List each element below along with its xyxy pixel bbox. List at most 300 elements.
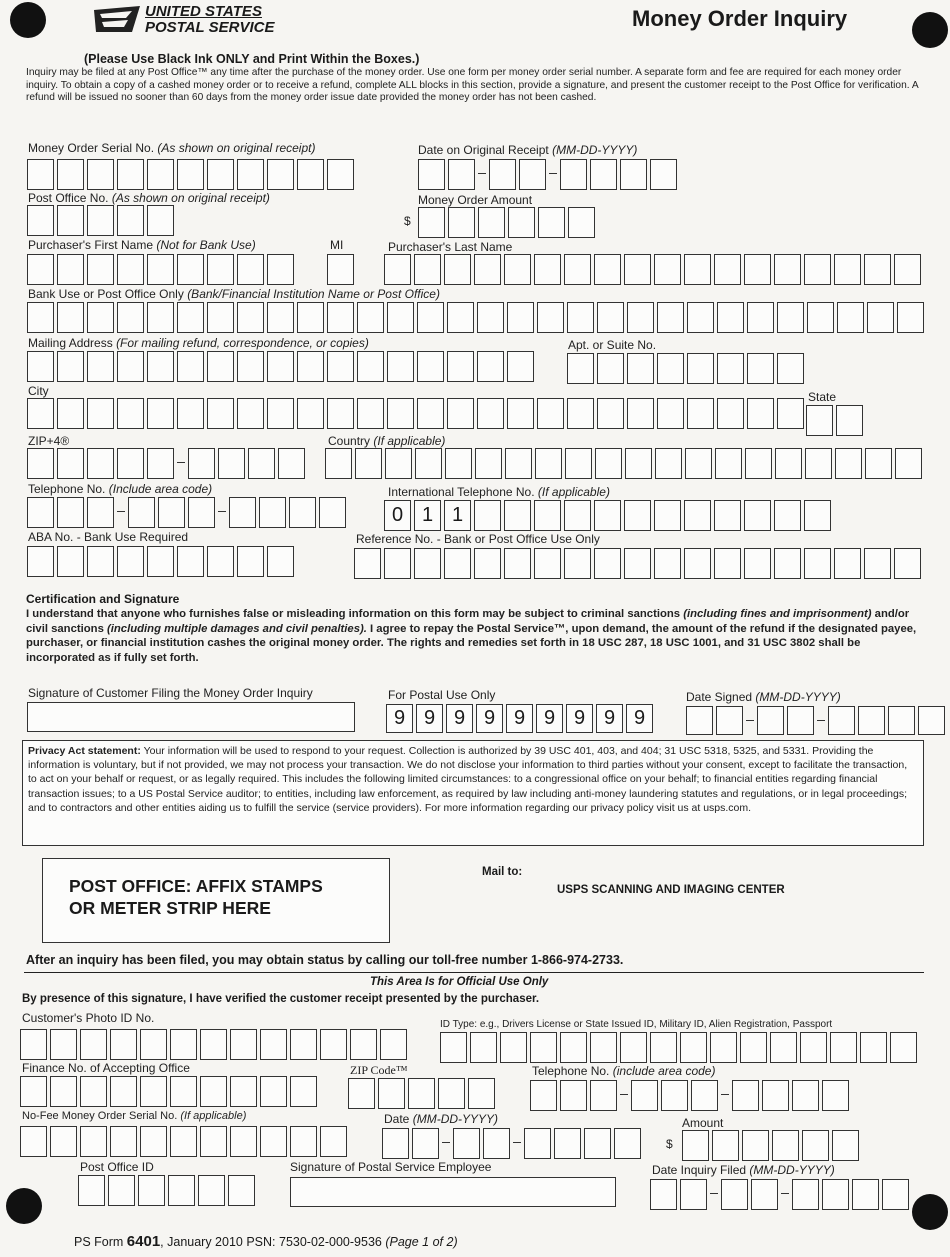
- employee-signature-field[interactable]: [290, 1177, 616, 1207]
- char-box[interactable]: [524, 1128, 551, 1159]
- char-box[interactable]: [320, 1029, 347, 1060]
- char-box[interactable]: 9: [506, 704, 533, 733]
- char-box[interactable]: [438, 1078, 465, 1109]
- char-box[interactable]: [357, 398, 384, 429]
- finance-no-boxes[interactable]: [20, 1076, 317, 1107]
- customer-signature-field[interactable]: [27, 702, 355, 732]
- char-box[interactable]: [882, 1179, 909, 1210]
- char-box[interactable]: [504, 254, 531, 285]
- char-box[interactable]: [444, 548, 471, 579]
- char-box[interactable]: [387, 398, 414, 429]
- country-boxes[interactable]: [325, 448, 922, 479]
- char-box[interactable]: [837, 302, 864, 333]
- char-box[interactable]: [289, 497, 316, 528]
- char-box[interactable]: [117, 351, 144, 382]
- char-box[interactable]: [858, 706, 885, 735]
- char-box[interactable]: [348, 1078, 375, 1109]
- char-box[interactable]: [57, 448, 84, 479]
- char-box[interactable]: [117, 159, 144, 190]
- char-box[interactable]: [20, 1076, 47, 1107]
- char-box[interactable]: [177, 254, 204, 285]
- char-box[interactable]: [804, 500, 831, 531]
- char-box[interactable]: [627, 353, 654, 384]
- char-box[interactable]: [894, 254, 921, 285]
- char-box[interactable]: [657, 353, 684, 384]
- char-box[interactable]: [78, 1175, 105, 1206]
- char-box[interactable]: [777, 353, 804, 384]
- char-box[interactable]: [834, 548, 861, 579]
- state-boxes[interactable]: [806, 405, 863, 436]
- char-box[interactable]: [267, 546, 294, 577]
- char-box[interactable]: [507, 398, 534, 429]
- char-box[interactable]: [834, 254, 861, 285]
- char-box[interactable]: [320, 1126, 347, 1157]
- char-box[interactable]: [654, 254, 681, 285]
- char-box[interactable]: [682, 1130, 709, 1161]
- char-box[interactable]: [657, 398, 684, 429]
- char-box[interactable]: [567, 398, 594, 429]
- char-box[interactable]: [624, 548, 651, 579]
- char-box[interactable]: [117, 302, 144, 333]
- char-box[interactable]: [744, 254, 771, 285]
- char-box[interactable]: [560, 159, 587, 190]
- serial-boxes[interactable]: [27, 159, 354, 190]
- char-box[interactable]: [807, 302, 834, 333]
- char-box[interactable]: [384, 548, 411, 579]
- char-box[interactable]: [865, 448, 892, 479]
- char-box[interactable]: [50, 1076, 77, 1107]
- char-box[interactable]: [864, 548, 891, 579]
- char-box[interactable]: [237, 302, 264, 333]
- char-box[interactable]: [716, 706, 743, 735]
- char-box[interactable]: [297, 159, 324, 190]
- char-box[interactable]: [387, 351, 414, 382]
- char-box[interactable]: [762, 1080, 789, 1111]
- char-box[interactable]: [237, 351, 264, 382]
- char-box[interactable]: [237, 159, 264, 190]
- char-box[interactable]: [290, 1029, 317, 1060]
- char-box[interactable]: [448, 207, 475, 238]
- char-box[interactable]: [87, 351, 114, 382]
- char-box[interactable]: [714, 500, 741, 531]
- char-box[interactable]: [50, 1029, 77, 1060]
- char-box[interactable]: [27, 205, 54, 236]
- char-box[interactable]: [530, 1080, 557, 1111]
- char-box[interactable]: [259, 497, 286, 528]
- char-box[interactable]: [27, 448, 54, 479]
- char-box[interactable]: [595, 448, 622, 479]
- char-box[interactable]: [147, 351, 174, 382]
- char-box[interactable]: [477, 398, 504, 429]
- char-box[interactable]: [714, 254, 741, 285]
- char-box[interactable]: [802, 1130, 829, 1161]
- char-box[interactable]: [805, 448, 832, 479]
- char-box[interactable]: [537, 398, 564, 429]
- char-box[interactable]: [327, 398, 354, 429]
- char-box[interactable]: [87, 448, 114, 479]
- char-box[interactable]: [654, 500, 681, 531]
- char-box[interactable]: [751, 1179, 778, 1210]
- char-box[interactable]: [775, 448, 802, 479]
- char-box[interactable]: [237, 398, 264, 429]
- char-box[interactable]: [110, 1126, 137, 1157]
- apt-boxes[interactable]: [567, 353, 804, 384]
- char-box[interactable]: [680, 1032, 707, 1063]
- char-box[interactable]: [747, 353, 774, 384]
- char-box[interactable]: [297, 351, 324, 382]
- char-box[interactable]: [685, 448, 712, 479]
- char-box[interactable]: [614, 1128, 641, 1159]
- char-box[interactable]: [447, 351, 474, 382]
- char-box[interactable]: [584, 1128, 611, 1159]
- char-box[interactable]: [747, 398, 774, 429]
- char-box[interactable]: [384, 254, 411, 285]
- char-box[interactable]: [57, 546, 84, 577]
- char-box[interactable]: [140, 1029, 167, 1060]
- amount-boxes[interactable]: [418, 207, 595, 238]
- char-box[interactable]: [744, 500, 771, 531]
- reference-boxes[interactable]: [354, 548, 921, 579]
- id-type-boxes[interactable]: [440, 1032, 917, 1063]
- char-box[interactable]: [860, 1032, 887, 1063]
- char-box[interactable]: 9: [446, 704, 473, 733]
- char-box[interactable]: [168, 1175, 195, 1206]
- char-box[interactable]: [745, 448, 772, 479]
- intl-phone-boxes[interactable]: [384, 500, 831, 531]
- char-box[interactable]: [822, 1179, 849, 1210]
- char-box[interactable]: [742, 1130, 769, 1161]
- char-box[interactable]: [117, 205, 144, 236]
- char-box[interactable]: [117, 254, 144, 285]
- char-box[interactable]: [554, 1128, 581, 1159]
- char-box[interactable]: 9: [566, 704, 593, 733]
- char-box[interactable]: [650, 1179, 677, 1210]
- char-box[interactable]: [594, 254, 621, 285]
- char-box[interactable]: [772, 1130, 799, 1161]
- char-box[interactable]: [218, 448, 245, 479]
- char-box[interactable]: [170, 1126, 197, 1157]
- char-box[interactable]: [158, 497, 185, 528]
- char-box[interactable]: [147, 398, 174, 429]
- char-box[interactable]: [804, 254, 831, 285]
- char-box[interactable]: [447, 398, 474, 429]
- official-zip-boxes[interactable]: [348, 1078, 495, 1109]
- char-box[interactable]: [534, 254, 561, 285]
- char-box[interactable]: [267, 302, 294, 333]
- char-box[interactable]: [478, 207, 505, 238]
- phone-boxes[interactable]: [27, 497, 346, 528]
- last-name-boxes[interactable]: [384, 254, 921, 285]
- char-box[interactable]: [87, 546, 114, 577]
- char-box[interactable]: [792, 1080, 819, 1111]
- char-box[interactable]: [468, 1078, 495, 1109]
- char-box[interactable]: [684, 254, 711, 285]
- char-box[interactable]: [687, 353, 714, 384]
- char-box[interactable]: [357, 351, 384, 382]
- aba-boxes[interactable]: [27, 546, 294, 577]
- char-box[interactable]: [207, 302, 234, 333]
- char-box[interactable]: [260, 1126, 287, 1157]
- char-box[interactable]: [177, 302, 204, 333]
- char-box[interactable]: [687, 302, 714, 333]
- char-box[interactable]: [140, 1126, 167, 1157]
- char-box[interactable]: [830, 1032, 857, 1063]
- char-box[interactable]: [188, 497, 215, 528]
- char-box[interactable]: [327, 254, 354, 285]
- char-box[interactable]: [867, 302, 894, 333]
- char-box[interactable]: 9: [476, 704, 503, 733]
- char-box[interactable]: [448, 159, 475, 190]
- char-box[interactable]: [177, 351, 204, 382]
- char-box[interactable]: [87, 159, 114, 190]
- char-box[interactable]: [440, 1032, 467, 1063]
- date-filed-boxes[interactable]: [650, 1179, 909, 1210]
- char-box[interactable]: [714, 548, 741, 579]
- char-box[interactable]: [507, 351, 534, 382]
- char-box[interactable]: [535, 448, 562, 479]
- char-box[interactable]: [177, 159, 204, 190]
- char-box[interactable]: [565, 448, 592, 479]
- official-phone-boxes[interactable]: [530, 1080, 849, 1111]
- char-box[interactable]: 9: [416, 704, 443, 733]
- char-box[interactable]: [777, 302, 804, 333]
- char-box[interactable]: [50, 1126, 77, 1157]
- char-box[interactable]: [27, 254, 54, 285]
- char-box[interactable]: [387, 302, 414, 333]
- char-box[interactable]: [453, 1128, 480, 1159]
- char-box[interactable]: [832, 1130, 859, 1161]
- char-box[interactable]: [27, 497, 54, 528]
- char-box[interactable]: [717, 353, 744, 384]
- char-box[interactable]: [895, 448, 922, 479]
- char-box[interactable]: [650, 159, 677, 190]
- char-box[interactable]: [474, 500, 501, 531]
- char-box[interactable]: [147, 546, 174, 577]
- char-box[interactable]: [267, 351, 294, 382]
- char-box[interactable]: [87, 497, 114, 528]
- char-box[interactable]: [327, 351, 354, 382]
- char-box[interactable]: [380, 1029, 407, 1060]
- char-box[interactable]: [447, 302, 474, 333]
- char-box[interactable]: [470, 1032, 497, 1063]
- char-box[interactable]: [147, 159, 174, 190]
- char-box[interactable]: [828, 706, 855, 735]
- char-box[interactable]: [117, 398, 144, 429]
- char-box[interactable]: [110, 1076, 137, 1107]
- char-box[interactable]: [792, 1179, 819, 1210]
- char-box[interactable]: [774, 500, 801, 531]
- date-signed-boxes[interactable]: [686, 706, 945, 737]
- char-box[interactable]: [230, 1029, 257, 1060]
- official-amount-boxes[interactable]: [682, 1130, 859, 1161]
- char-box[interactable]: [418, 159, 445, 190]
- char-box[interactable]: [654, 548, 681, 579]
- bank-use-boxes[interactable]: [27, 302, 924, 333]
- char-box[interactable]: [519, 159, 546, 190]
- char-box[interactable]: [325, 448, 352, 479]
- char-box[interactable]: [117, 546, 144, 577]
- char-box[interactable]: [806, 405, 833, 436]
- official-date-boxes[interactable]: [382, 1128, 641, 1159]
- char-box[interactable]: [774, 254, 801, 285]
- char-box[interactable]: [774, 548, 801, 579]
- char-box[interactable]: [355, 448, 382, 479]
- char-box[interactable]: [80, 1076, 107, 1107]
- char-box[interactable]: [567, 353, 594, 384]
- char-box[interactable]: [408, 1078, 435, 1109]
- char-box[interactable]: [835, 448, 862, 479]
- po-id-boxes[interactable]: [78, 1175, 255, 1206]
- char-box[interactable]: [147, 448, 174, 479]
- char-box[interactable]: [717, 302, 744, 333]
- char-box[interactable]: 9: [386, 704, 413, 733]
- char-box[interactable]: [504, 500, 531, 531]
- char-box[interactable]: [620, 159, 647, 190]
- char-box[interactable]: [207, 546, 234, 577]
- char-box[interactable]: [267, 254, 294, 285]
- char-box[interactable]: [620, 1032, 647, 1063]
- char-box[interactable]: [590, 159, 617, 190]
- char-box[interactable]: [278, 448, 305, 479]
- char-box[interactable]: [207, 159, 234, 190]
- char-box[interactable]: 9: [536, 704, 563, 733]
- char-box[interactable]: [319, 497, 346, 528]
- char-box[interactable]: [87, 398, 114, 429]
- char-box[interactable]: [538, 207, 565, 238]
- char-box[interactable]: [650, 1032, 677, 1063]
- char-box[interactable]: [198, 1175, 225, 1206]
- char-box[interactable]: [417, 302, 444, 333]
- char-box[interactable]: [687, 398, 714, 429]
- char-box[interactable]: [260, 1029, 287, 1060]
- char-box[interactable]: [568, 207, 595, 238]
- char-box[interactable]: [147, 254, 174, 285]
- char-box[interactable]: [297, 302, 324, 333]
- char-box[interactable]: [170, 1029, 197, 1060]
- char-box[interactable]: [897, 302, 924, 333]
- char-box[interactable]: [445, 448, 472, 479]
- char-box[interactable]: [27, 302, 54, 333]
- char-box[interactable]: [661, 1080, 688, 1111]
- char-box[interactable]: [20, 1126, 47, 1157]
- zip-boxes[interactable]: [27, 448, 305, 479]
- char-box[interactable]: [414, 548, 441, 579]
- char-box[interactable]: [27, 398, 54, 429]
- char-box[interactable]: [418, 207, 445, 238]
- char-box[interactable]: [147, 205, 174, 236]
- char-box[interactable]: [684, 500, 711, 531]
- char-box[interactable]: [327, 302, 354, 333]
- char-box[interactable]: [188, 448, 215, 479]
- char-box[interactable]: [624, 254, 651, 285]
- char-box[interactable]: [864, 254, 891, 285]
- char-box[interactable]: [475, 448, 502, 479]
- char-box[interactable]: [744, 548, 771, 579]
- char-box[interactable]: [230, 1076, 257, 1107]
- char-box[interactable]: [228, 1175, 255, 1206]
- nofee-boxes[interactable]: [20, 1126, 347, 1157]
- char-box[interactable]: [564, 254, 591, 285]
- char-box[interactable]: [483, 1128, 510, 1159]
- char-box[interactable]: [80, 1126, 107, 1157]
- char-box[interactable]: [57, 159, 84, 190]
- char-box[interactable]: [747, 302, 774, 333]
- city-boxes[interactable]: [27, 398, 804, 429]
- char-box[interactable]: [27, 351, 54, 382]
- char-box[interactable]: [417, 351, 444, 382]
- char-box[interactable]: [597, 353, 624, 384]
- char-box[interactable]: [800, 1032, 827, 1063]
- char-box[interactable]: [560, 1032, 587, 1063]
- char-box[interactable]: [712, 1130, 739, 1161]
- char-box[interactable]: [57, 254, 84, 285]
- char-box[interactable]: [624, 500, 651, 531]
- char-box[interactable]: [655, 448, 682, 479]
- char-box[interactable]: [715, 448, 742, 479]
- char-box[interactable]: [740, 1032, 767, 1063]
- first-name-boxes[interactable]: [27, 254, 294, 285]
- char-box[interactable]: [537, 302, 564, 333]
- char-box[interactable]: [267, 398, 294, 429]
- char-box[interactable]: [657, 302, 684, 333]
- char-box[interactable]: [138, 1175, 165, 1206]
- char-box[interactable]: [414, 254, 441, 285]
- char-box[interactable]: [177, 546, 204, 577]
- char-box[interactable]: [888, 706, 915, 735]
- char-box[interactable]: [357, 302, 384, 333]
- char-box[interactable]: [108, 1175, 135, 1206]
- char-box[interactable]: [237, 254, 264, 285]
- char-box[interactable]: [87, 302, 114, 333]
- char-box[interactable]: [804, 548, 831, 579]
- char-box[interactable]: [415, 448, 442, 479]
- char-box[interactable]: [297, 398, 324, 429]
- char-box[interactable]: [27, 159, 54, 190]
- char-box[interactable]: [350, 1029, 377, 1060]
- char-box[interactable]: [378, 1078, 405, 1109]
- char-box[interactable]: [717, 398, 744, 429]
- photo-id-boxes[interactable]: [20, 1029, 407, 1060]
- char-box[interactable]: [894, 548, 921, 579]
- char-box[interactable]: [721, 1179, 748, 1210]
- char-box[interactable]: [852, 1179, 879, 1210]
- mi-box[interactable]: [327, 254, 354, 285]
- char-box[interactable]: [691, 1080, 718, 1111]
- char-box[interactable]: [200, 1126, 227, 1157]
- char-box[interactable]: [507, 302, 534, 333]
- char-box[interactable]: [489, 159, 516, 190]
- date-receipt-boxes[interactable]: [418, 159, 677, 190]
- char-box[interactable]: [260, 1076, 287, 1107]
- char-box[interactable]: [382, 1128, 409, 1159]
- char-box[interactable]: [200, 1076, 227, 1107]
- char-box[interactable]: [474, 548, 501, 579]
- char-box[interactable]: [417, 398, 444, 429]
- char-box[interactable]: [597, 302, 624, 333]
- char-box[interactable]: [757, 706, 784, 735]
- char-box[interactable]: [354, 548, 381, 579]
- char-box[interactable]: [170, 1076, 197, 1107]
- char-box[interactable]: [477, 302, 504, 333]
- char-box[interactable]: [57, 351, 84, 382]
- char-box[interactable]: [627, 398, 654, 429]
- char-box[interactable]: [230, 1126, 257, 1157]
- char-box[interactable]: [918, 706, 945, 735]
- mailing-boxes[interactable]: [27, 351, 534, 382]
- char-box[interactable]: [477, 351, 504, 382]
- char-box[interactable]: [20, 1029, 47, 1060]
- char-box[interactable]: [590, 1032, 617, 1063]
